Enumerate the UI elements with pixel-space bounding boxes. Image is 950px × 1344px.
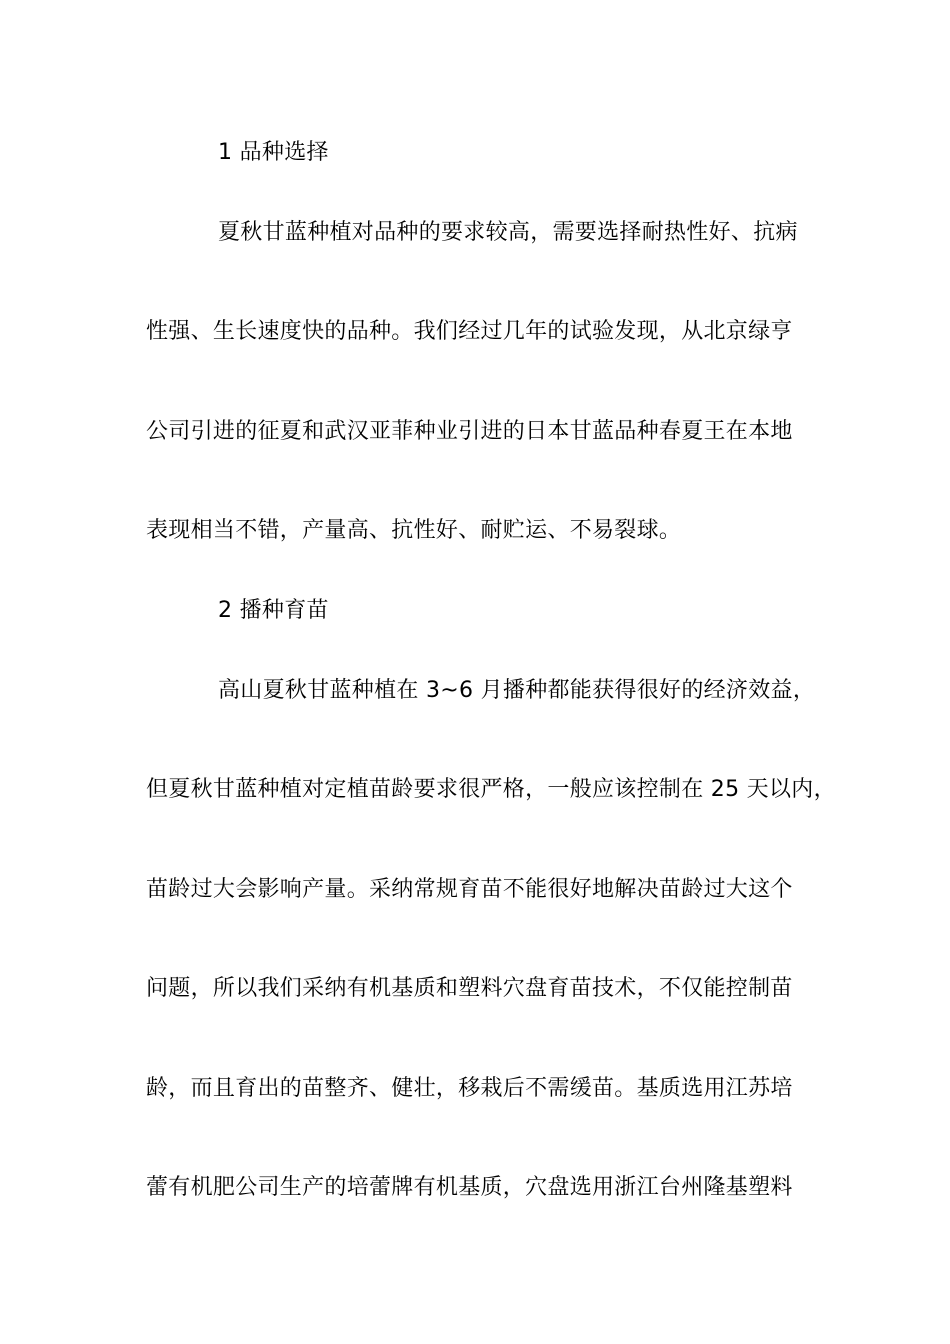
paragraph-line: 高山夏秋甘蓝种植在 3~6 月播种都能获得很好的经济效益， [218, 678, 816, 703]
paragraph-line: 性强、生长速度快的品种。我们经过几年的试验发现，从北京绿亨 [146, 319, 793, 344]
paragraph-line: 公司引进的征夏和武汉亚菲种业引进的日本甘蓝品种春夏王在本地 [146, 419, 793, 444]
paragraph-line: 夏秋甘蓝种植对品种的要求较高，需要选择耐热性好、抗病 [218, 220, 798, 245]
section-heading-variety: 1 品种选择 [218, 140, 329, 165]
paragraph-line: 但夏秋甘蓝种植对定植苗龄要求很严格，一般应该控制在 25 天以内， [146, 777, 836, 802]
section-heading-sowing: 2 播种育苗 [218, 598, 329, 623]
paragraph-line: 苗龄过大会影响产量。采纳常规育苗不能很好地解决苗龄过大这个 [146, 877, 793, 902]
paragraph-line: 龄，而且育出的苗整齐、健壮，移栽后不需缓苗。基质选用江苏培 [146, 1076, 793, 1101]
paragraph-line: 蕾有机肥公司生产的培蕾牌有机基质，穴盘选用浙江台州隆基塑料 [146, 1175, 793, 1200]
paragraph-line: 问题，所以我们采纳有机基质和塑料穴盘育苗技术，不仅能控制苗 [146, 976, 793, 1001]
paragraph-line: 表现相当不错，产量高、抗性好、耐贮运、不易裂球。 [146, 518, 682, 543]
